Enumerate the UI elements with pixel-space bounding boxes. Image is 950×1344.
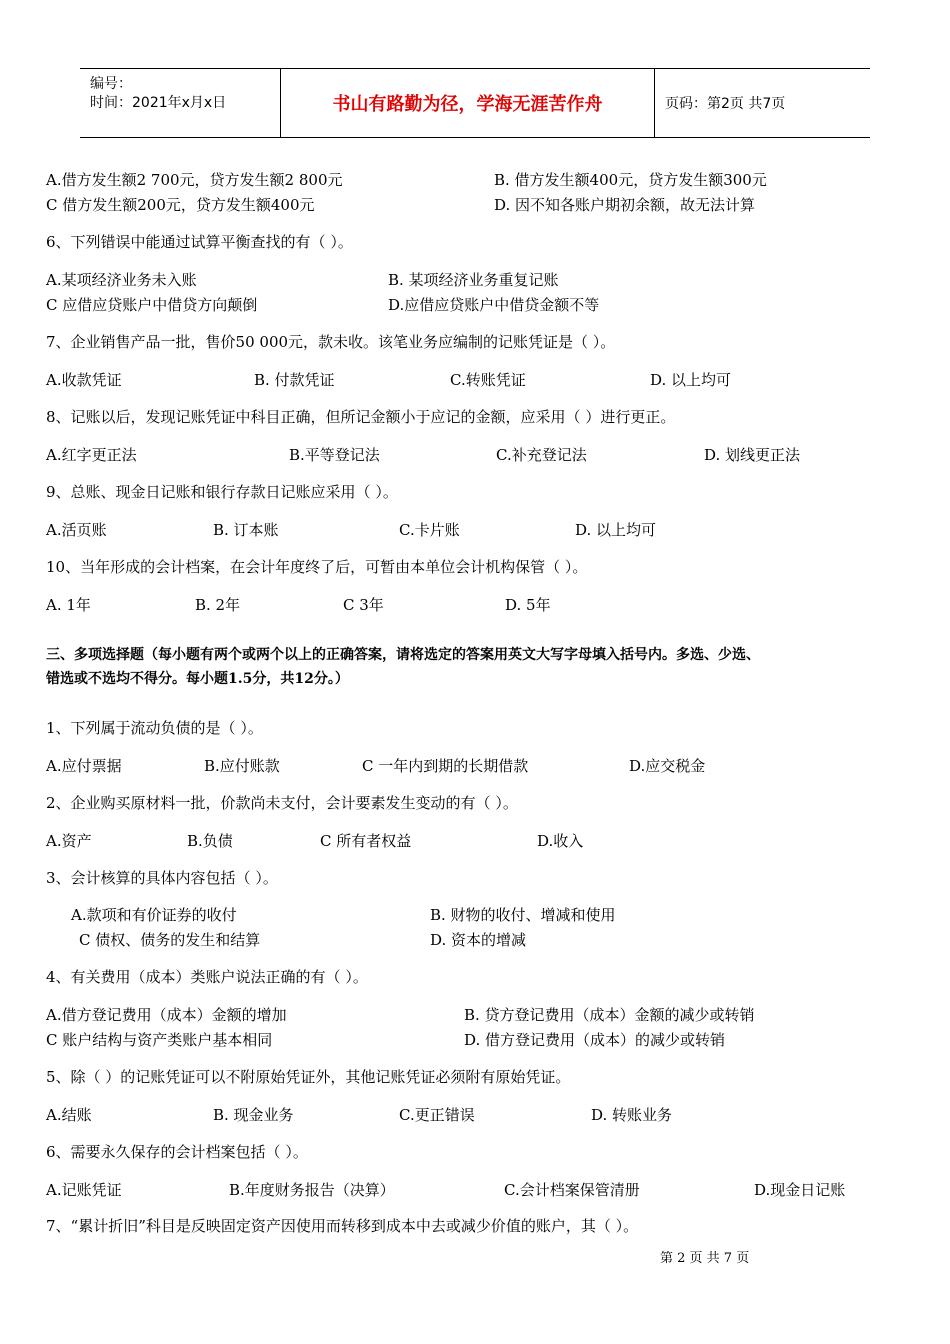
option-line: A.记账凭证 [46, 1181, 122, 1199]
section-heading: 三、多项选择题（每小题有两个或两个以上的正确答案，请将选定的答案用英文大写字母填入括号内。多选、少选、 [46, 647, 760, 663]
option-line: B. 财物的收付、增减和使用 [430, 906, 616, 924]
number-label: 编号： [90, 76, 132, 92]
option-line: D. 以上均可 [575, 521, 657, 539]
option-line: D.应交税金 [629, 757, 706, 775]
question-text: 5、除（ ）的记账凭证可以不附原始凭证外，其他记账凭证必须附有原始凭证。 [46, 1068, 571, 1086]
option-line: B. 2年 [195, 596, 241, 614]
option-line: C 所有者权益 [320, 832, 412, 850]
option-line: A.某项经济业务未入账 [46, 271, 197, 289]
option-line: C 债权、债务的发生和结算 [79, 931, 261, 949]
option-line: D.应借应贷账户中借贷金额不等 [388, 296, 600, 314]
page-label: 页码：第2页 共7页 [665, 96, 786, 112]
option-line: D. 资本的增减 [430, 931, 527, 949]
page-footer: 第 2 页 共 7 页 [660, 1251, 750, 1266]
option-line: C.更正错误 [399, 1106, 475, 1124]
option-line: A.活页账 [46, 521, 107, 539]
option-line: A.款项和有价证券的收付 [71, 906, 237, 924]
option-line: C.会计档案保管清册 [504, 1181, 640, 1199]
question-text: 3、会计核算的具体内容包括（ ）。 [46, 869, 278, 887]
option-line: C 3年 [343, 596, 384, 614]
option-line: B.负债 [187, 832, 233, 850]
option-line: C.卡片账 [399, 521, 460, 539]
option-line: D. 以上均可 [650, 371, 732, 389]
option-line: D. 因不知各账户期初余额，故无法计算 [494, 196, 756, 214]
question-text: 7、“累计折旧”科目是反映固定资产因使用而转移到成本中去或减少价值的账户，其（ ）。 [46, 1217, 639, 1235]
option-line: C.补充登记法 [496, 446, 587, 464]
option-line: D. 划线更正法 [704, 446, 801, 464]
option-line: B.平等登记法 [289, 446, 380, 464]
option-line: A.结账 [46, 1106, 92, 1124]
option-line: A. 1年 [46, 596, 91, 614]
question-text: 6、需要永久保存的会计档案包括（ ）。 [46, 1143, 308, 1161]
option-line: D. 转账业务 [591, 1106, 673, 1124]
question-text: 9、总账、现金日记账和银行存款日记账应采用（ ）。 [46, 483, 398, 501]
option-line: A.借方登记费用（成本）金额的增加 [46, 1006, 287, 1024]
option-line: B.应付账款 [204, 757, 280, 775]
option-line: C 借方发生额200元，贷方发生额400元 [46, 196, 315, 214]
option-line: C.转账凭证 [450, 371, 526, 389]
question-text: 7、企业销售产品一批，售价50 000元，款未收。该笔业务应编制的记账凭证是（ ）。 [46, 333, 616, 351]
option-line: A.应付票据 [46, 757, 122, 775]
option-line: A.资产 [46, 832, 92, 850]
date-label: 时间：2021年x月x日 [90, 95, 227, 111]
option-line: D.现金日记账 [754, 1181, 846, 1199]
option-line: C 账户结构与资产类账户基本相同 [46, 1031, 273, 1049]
option-line: A.借方发生额2 700元，贷方发生额2 800元 [46, 171, 343, 189]
option-line: A.收款凭证 [46, 371, 122, 389]
option-line: C 一年内到期的长期借款 [362, 757, 529, 775]
option-line: C 应借应贷账户中借贷方向颠倒 [46, 296, 258, 314]
question-text: 6、下列错误中能通过试算平衡查找的有（ ）。 [46, 233, 353, 251]
section-heading: 错选或不选均不得分。每小题1.5分，共12分。） [46, 671, 349, 687]
option-line: B. 订本账 [213, 521, 279, 539]
option-line: B. 贷方登记费用（成本）金额的减少或转销 [464, 1006, 755, 1024]
option-line: A.红字更正法 [46, 446, 137, 464]
option-line: B. 某项经济业务重复记账 [388, 271, 559, 289]
option-line: B. 付款凭证 [254, 371, 335, 389]
option-line: D. 借方登记费用（成本）的减少或转销 [464, 1031, 726, 1049]
option-line: B. 现金业务 [213, 1106, 294, 1124]
question-text: 8、记账以后，发现记账凭证中科目正确，但所记金额小于应记的金额，应采用（ ）进行更正。 [46, 408, 676, 426]
question-text: 10、当年形成的会计档案，在会计年度终了后，可暂由本单位会计机构保管（ ）。 [46, 558, 588, 576]
motto: 书山有路勤为径，学海无涯苦作舟 [281, 69, 655, 137]
option-line: B.年度财务报告（决算） [229, 1181, 395, 1199]
document-header [80, 68, 870, 138]
question-text: 2、企业购买原材料一批，价款尚未支付，会计要素发生变动的有（ ）。 [46, 794, 518, 812]
question-text: 1、下列属于流动负债的是（ ）。 [46, 719, 263, 737]
option-line: D.收入 [537, 832, 584, 850]
option-line: D. 5年 [505, 596, 551, 614]
question-text: 4、有关费用（成本）类账户说法正确的有（ ）。 [46, 968, 368, 986]
header-meta-cell [80, 69, 281, 137]
option-line: B. 借方发生额400元，贷方发生额300元 [494, 171, 767, 189]
